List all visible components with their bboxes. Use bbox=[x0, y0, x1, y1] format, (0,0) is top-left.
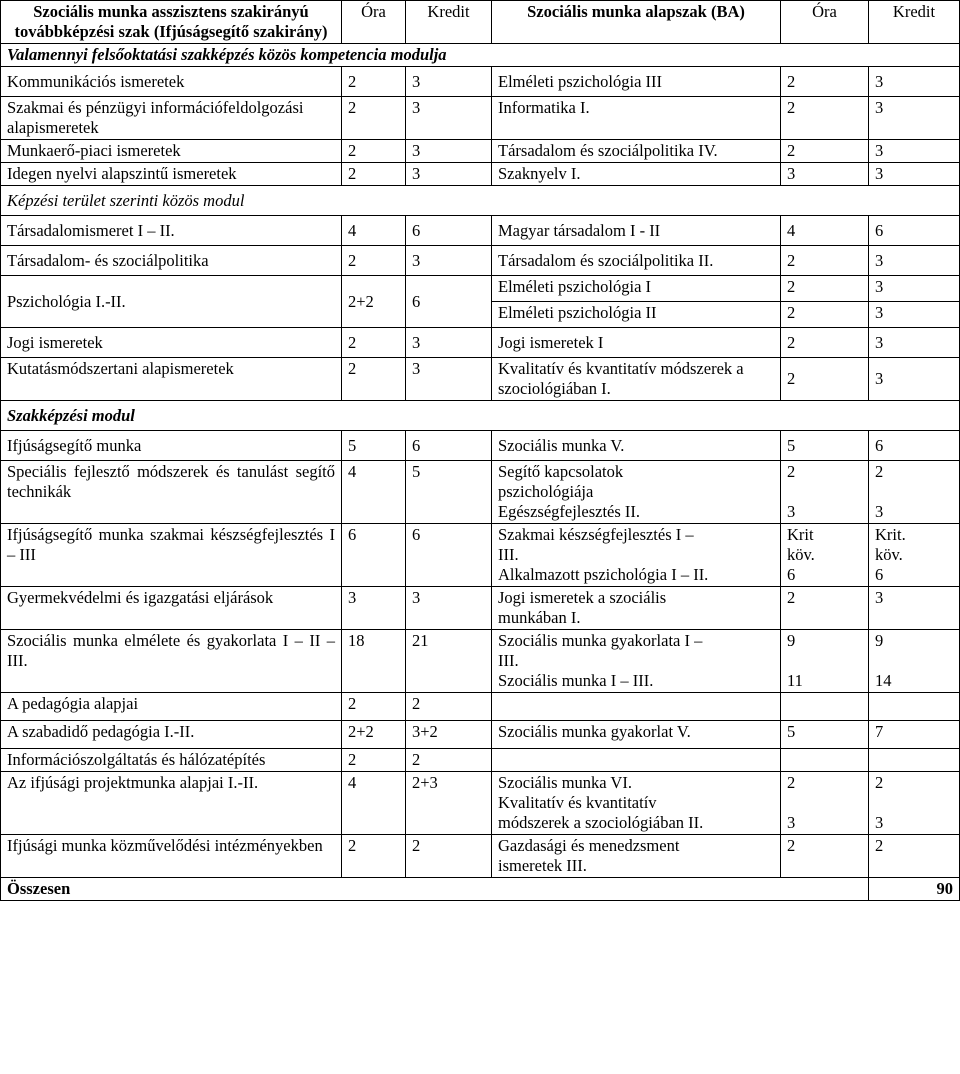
right-kredit bbox=[869, 461, 960, 524]
right-kredit: 3 bbox=[869, 97, 960, 140]
right-kredit bbox=[869, 772, 960, 835]
right-course: Magyar társadalom I - II bbox=[492, 216, 781, 246]
right-ora bbox=[781, 524, 869, 587]
right-ora: 2 bbox=[781, 276, 869, 302]
left-ora: 6 bbox=[342, 524, 406, 587]
left-ora: 2+2 bbox=[342, 276, 406, 328]
header-row bbox=[1, 1, 960, 44]
left-course: Jogi ismeretek bbox=[1, 328, 342, 358]
table-row bbox=[1, 835, 960, 878]
right-course-line: Gazdasági és menedzsment bbox=[498, 836, 680, 855]
left-course: Ifjúsági munka közművelődési intézményekben bbox=[1, 835, 342, 878]
right-ora: 2 bbox=[781, 835, 869, 878]
left-course: Munkaerő-piaci ismeretek bbox=[1, 140, 342, 163]
left-ora: 4 bbox=[342, 772, 406, 835]
col-kredit-right: Kredit bbox=[869, 1, 960, 44]
right-course-line: Alkalmazott pszichológia I – II. bbox=[498, 565, 709, 584]
right-course-line: Szakmai készségfejlesztés I – bbox=[498, 525, 694, 544]
right-kredit: 6 bbox=[869, 216, 960, 246]
left-kredit: 3 bbox=[406, 140, 492, 163]
right-kredit: 3 bbox=[869, 140, 960, 163]
total-label: Összesen bbox=[1, 878, 869, 901]
right-course-line: Szociális munka gyakorlata I – bbox=[498, 631, 703, 650]
left-ora: 2 bbox=[342, 140, 406, 163]
right-course bbox=[492, 587, 781, 630]
right-course: Jogi ismeretek I bbox=[492, 328, 781, 358]
right-kredit-value: köv. bbox=[875, 545, 903, 564]
right-course bbox=[492, 749, 781, 772]
table-row bbox=[1, 140, 960, 163]
table-row bbox=[1, 328, 960, 358]
col-kredit-left: Kredit bbox=[406, 1, 492, 44]
table-row bbox=[1, 276, 960, 302]
section-title: Képzési terület szerinti közös modul bbox=[1, 186, 960, 216]
right-kredit-value: 2 bbox=[875, 773, 884, 792]
right-ora: 5 bbox=[781, 721, 869, 749]
left-ora: 4 bbox=[342, 216, 406, 246]
right-ora bbox=[781, 630, 869, 693]
left-course: Pszichológia I.-II. bbox=[1, 276, 342, 328]
left-program-title: Szociális munka asszisztens szakirányú továbbképzési szak (Ifjúságsegítő szakirány) bbox=[1, 1, 342, 44]
right-course: Társadalom és szociálpolitika IV. bbox=[492, 140, 781, 163]
left-course: Szakmai és pénzügyi információfeldolgozási alapismeretek bbox=[1, 97, 342, 140]
right-ora bbox=[781, 749, 869, 772]
right-kredit-value: 14 bbox=[875, 671, 892, 690]
right-course-line: Egészségfejlesztés II. bbox=[498, 502, 641, 521]
right-course-line: Kvalitatív és kvantitatív bbox=[498, 793, 657, 812]
table-row bbox=[1, 749, 960, 772]
left-ora: 2 bbox=[342, 67, 406, 97]
table-row bbox=[1, 772, 960, 835]
left-kredit: 2 bbox=[406, 835, 492, 878]
right-ora-value: 11 bbox=[787, 671, 803, 690]
left-kredit: 3 bbox=[406, 163, 492, 186]
left-course: Speciális fejlesztő módszerek és tanulást segítő technikák bbox=[1, 461, 342, 524]
left-kredit: 6 bbox=[406, 524, 492, 587]
table-row bbox=[1, 431, 960, 461]
left-kredit: 21 bbox=[406, 630, 492, 693]
right-course: Kvalitatív és kvantitatív módszerek a szociológiában I. bbox=[492, 358, 781, 401]
right-kredit bbox=[869, 693, 960, 721]
right-course: Informatika I. bbox=[492, 97, 781, 140]
right-ora bbox=[781, 693, 869, 721]
right-course-line: Szociális munka I – III. bbox=[498, 671, 654, 690]
right-course bbox=[492, 693, 781, 721]
right-course-line: ismeretek III. bbox=[498, 856, 587, 875]
right-course-line: pszichológiája bbox=[498, 482, 594, 501]
left-kredit: 2 bbox=[406, 749, 492, 772]
right-kredit: 3 bbox=[869, 328, 960, 358]
left-course: Ifjúságsegítő munka szakmai készségfejlesztés I – III bbox=[1, 524, 342, 587]
left-ora: 5 bbox=[342, 431, 406, 461]
right-kredit: 3 bbox=[869, 246, 960, 276]
col-ora-right: Óra bbox=[781, 1, 869, 44]
left-kredit: 3 bbox=[406, 67, 492, 97]
left-course: Kutatásmódszertani alapismeretek bbox=[1, 358, 342, 401]
left-course: Társadalom- és szociálpolitika bbox=[1, 246, 342, 276]
right-kredit: 3 bbox=[869, 358, 960, 401]
right-ora-value: 9 bbox=[787, 631, 796, 650]
right-ora: 2 bbox=[781, 97, 869, 140]
left-kredit: 3 bbox=[406, 328, 492, 358]
right-ora bbox=[781, 772, 869, 835]
table-row bbox=[1, 246, 960, 276]
right-kredit: 2 bbox=[869, 835, 960, 878]
right-course-line: III. bbox=[498, 545, 519, 564]
left-course: Idegen nyelvi alapszintű ismeretek bbox=[1, 163, 342, 186]
left-kredit: 3 bbox=[406, 246, 492, 276]
right-course-line: Jogi ismeretek a szociális bbox=[498, 588, 667, 607]
left-ora: 2 bbox=[342, 835, 406, 878]
section-title: Szakképzési modul bbox=[1, 401, 960, 431]
right-ora-value: 3 bbox=[787, 502, 796, 521]
right-ora-value: Krit bbox=[787, 525, 814, 544]
left-course: Társadalomismeret I – II. bbox=[1, 216, 342, 246]
table-row bbox=[1, 358, 960, 401]
left-kredit: 6 bbox=[406, 216, 492, 246]
right-course-line: Szociális munka VI. bbox=[498, 773, 632, 792]
right-course-line: III. bbox=[498, 651, 519, 670]
left-ora: 2 bbox=[342, 328, 406, 358]
right-course bbox=[492, 630, 781, 693]
left-course: Ifjúságsegítő munka bbox=[1, 431, 342, 461]
left-ora: 2 bbox=[342, 246, 406, 276]
left-ora: 2 bbox=[342, 693, 406, 721]
right-kredit: 3 bbox=[869, 67, 960, 97]
left-kredit: 5 bbox=[406, 461, 492, 524]
table-row bbox=[1, 461, 960, 524]
section-row bbox=[1, 186, 960, 216]
left-ora: 18 bbox=[342, 630, 406, 693]
right-kredit: 3 bbox=[869, 302, 960, 328]
table-row bbox=[1, 67, 960, 97]
right-kredit bbox=[869, 749, 960, 772]
right-ora-value: 6 bbox=[787, 565, 796, 584]
table-row bbox=[1, 524, 960, 587]
right-course bbox=[492, 524, 781, 587]
right-kredit: 3 bbox=[869, 276, 960, 302]
left-kredit: 6 bbox=[406, 431, 492, 461]
right-ora-value: 2 bbox=[787, 773, 796, 792]
left-course: A szabadidő pedagógia I.-II. bbox=[1, 721, 342, 749]
table-row bbox=[1, 630, 960, 693]
right-kredit: 3 bbox=[869, 587, 960, 630]
left-kredit: 6 bbox=[406, 276, 492, 328]
right-kredit: 3 bbox=[869, 163, 960, 186]
right-course: Szaknyelv I. bbox=[492, 163, 781, 186]
right-kredit-value: 6 bbox=[875, 565, 884, 584]
right-course: Társadalom és szociálpolitika II. bbox=[492, 246, 781, 276]
right-ora-value: 2 bbox=[787, 462, 796, 481]
left-course: Az ifjúsági projektmunka alapjai I.-II. bbox=[1, 772, 342, 835]
table-row bbox=[1, 163, 960, 186]
left-course: Kommunikációs ismeretek bbox=[1, 67, 342, 97]
right-kredit: 6 bbox=[869, 431, 960, 461]
left-course: Információszolgáltatás és hálózatépítés bbox=[1, 749, 342, 772]
right-course bbox=[492, 461, 781, 524]
right-kredit bbox=[869, 630, 960, 693]
col-ora-left: Óra bbox=[342, 1, 406, 44]
left-ora: 2 bbox=[342, 163, 406, 186]
left-course: Gyermekvédelmi és igazgatási eljárások bbox=[1, 587, 342, 630]
left-kredit: 3 bbox=[406, 97, 492, 140]
right-ora: 2 bbox=[781, 587, 869, 630]
table-row bbox=[1, 693, 960, 721]
right-ora-value: 3 bbox=[787, 813, 796, 832]
left-course: A pedagógia alapjai bbox=[1, 693, 342, 721]
right-kredit-value: 3 bbox=[875, 502, 884, 521]
footer-row bbox=[1, 878, 960, 901]
right-ora: 2 bbox=[781, 246, 869, 276]
right-ora: 2 bbox=[781, 358, 869, 401]
left-ora: 2 bbox=[342, 97, 406, 140]
table-row bbox=[1, 97, 960, 140]
left-kredit: 2 bbox=[406, 693, 492, 721]
left-ora: 2+2 bbox=[342, 721, 406, 749]
right-ora: 2 bbox=[781, 67, 869, 97]
table-row bbox=[1, 216, 960, 246]
right-ora: 3 bbox=[781, 163, 869, 186]
left-kredit: 2+3 bbox=[406, 772, 492, 835]
right-program-title: Szociális munka alapszak (BA) bbox=[492, 1, 781, 44]
right-kredit: 7 bbox=[869, 721, 960, 749]
right-kredit-value: 3 bbox=[875, 813, 884, 832]
right-course bbox=[492, 835, 781, 878]
right-course: Szociális munka V. bbox=[492, 431, 781, 461]
section-title: Valamennyi felsőoktatási szakképzés közös kompetencia modulja bbox=[1, 44, 960, 67]
section-row bbox=[1, 401, 960, 431]
right-course: Elméleti pszichológia II bbox=[492, 302, 781, 328]
table-row bbox=[1, 587, 960, 630]
left-course: Szociális munka elmélete és gyakorlata I – II – III. bbox=[1, 630, 342, 693]
right-ora: 5 bbox=[781, 431, 869, 461]
right-course-line: munkában I. bbox=[498, 608, 581, 627]
right-course: Szociális munka gyakorlat V. bbox=[492, 721, 781, 749]
table-row bbox=[1, 721, 960, 749]
right-kredit-value: 9 bbox=[875, 631, 884, 650]
total-value: 90 bbox=[869, 878, 960, 901]
right-course: Elméleti pszichológia I bbox=[492, 276, 781, 302]
left-ora: 2 bbox=[342, 358, 406, 401]
right-ora: 2 bbox=[781, 140, 869, 163]
left-ora: 2 bbox=[342, 749, 406, 772]
left-ora: 4 bbox=[342, 461, 406, 524]
right-kredit bbox=[869, 524, 960, 587]
right-course-line: módszerek a szociológiában II. bbox=[498, 813, 704, 832]
left-kredit: 3 bbox=[406, 587, 492, 630]
right-kredit-value: 2 bbox=[875, 462, 884, 481]
left-ora: 3 bbox=[342, 587, 406, 630]
right-course-line: Segítő kapcsolatok bbox=[498, 462, 624, 481]
right-ora: 4 bbox=[781, 216, 869, 246]
left-kredit: 3 bbox=[406, 358, 492, 401]
left-kredit: 3+2 bbox=[406, 721, 492, 749]
right-kredit-value: Krit. bbox=[875, 525, 906, 544]
right-course: Elméleti pszichológia III bbox=[492, 67, 781, 97]
section-row bbox=[1, 44, 960, 67]
right-ora-value: köv. bbox=[787, 545, 815, 564]
right-ora: 2 bbox=[781, 302, 869, 328]
right-course bbox=[492, 772, 781, 835]
right-ora: 2 bbox=[781, 328, 869, 358]
right-ora bbox=[781, 461, 869, 524]
